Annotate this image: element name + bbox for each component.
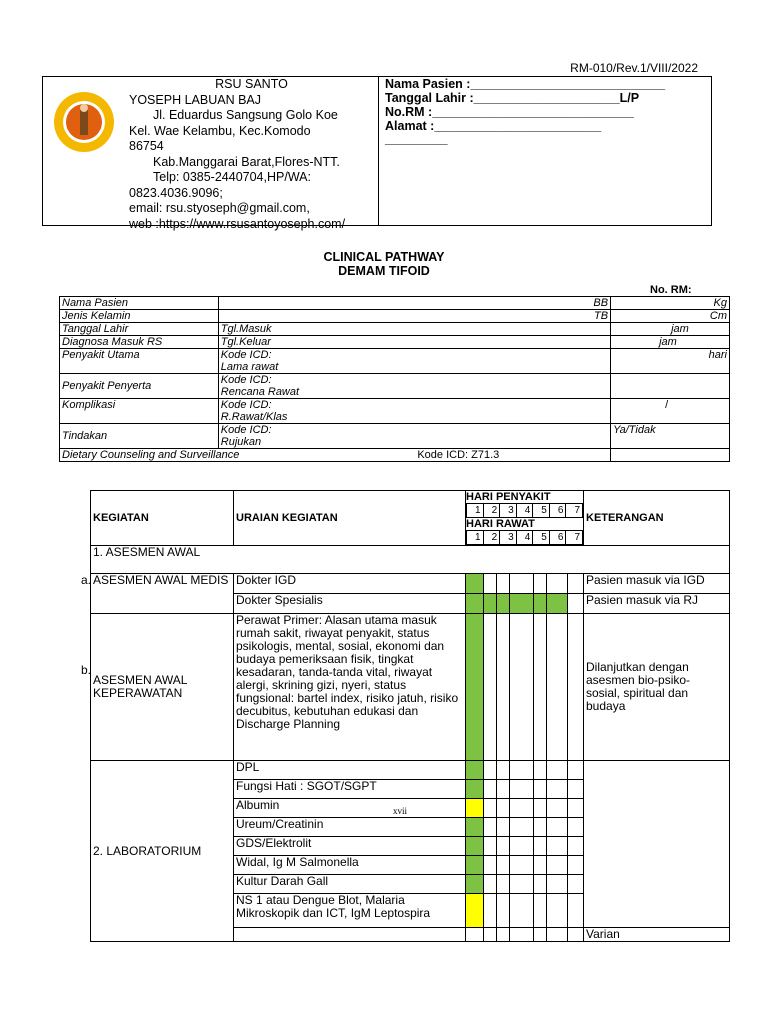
dob-field[interactable]: Tanggal Lahir :_____________________L/P	[385, 91, 640, 105]
keterangan-cell: Pasien masuk via RJ	[584, 594, 730, 614]
day-cell[interactable]	[497, 761, 510, 780]
day-cell[interactable]	[484, 856, 497, 875]
patient-name-field[interactable]: Nama Pasien :____________________________	[385, 77, 666, 91]
table-row	[60, 349, 730, 374]
uraian-cell: Perawat Primer: Alasan utama masuk rumah sakit, riwayat penyakit, status psikologis, mental, sosial, ekonomi dan budaya pemeriksaan fisik, tingkat kesadaran, tanda-tanda vital, riwayat alergi, skrining gizi, nyeri, status fungsional: bartel index, risiko jatuh, risiko decubitus, kebutuhan edukasi dan Discharge Planning	[234, 614, 466, 761]
page-subtitle: DEMAM TIFOID	[338, 264, 430, 278]
info-cell[interactable]	[611, 297, 730, 310]
icd-label: Kode ICD:	[220, 399, 272, 411]
header-box	[42, 76, 712, 231]
item-letter: b.	[81, 663, 92, 677]
day-cell[interactable]	[466, 818, 484, 837]
document-number: RM-010/Rev.1/VIII/2022	[570, 61, 698, 75]
day-cell[interactable]	[497, 875, 510, 894]
day-cell[interactable]	[497, 780, 510, 799]
day-cell[interactable]	[510, 928, 534, 942]
lab-item: Ureum/Creatinin	[234, 818, 466, 837]
day-cell[interactable]	[568, 799, 584, 818]
day-cell[interactable]	[497, 594, 510, 614]
info-cell[interactable]	[611, 399, 730, 424]
info-unit: Cm	[709, 310, 727, 322]
icd-label: Kode ICD: Z71.3	[417, 449, 500, 461]
day-number: 7	[566, 504, 583, 518]
page-title: CLINICAL PATHWAY	[323, 250, 445, 264]
day-cell[interactable]	[547, 761, 568, 780]
header-kegiatan: KEGIATAN	[91, 491, 234, 546]
lab-item: NS 1 atau Dengue Blot, Malaria Mikroskopik dan ICT, IgM Leptospira	[234, 894, 466, 928]
item-letter: a.	[81, 573, 92, 587]
day-cell[interactable]	[484, 875, 497, 894]
info-value: TB	[594, 310, 609, 322]
asesmen-keperawatan-cell	[81, 614, 234, 761]
info-label: Nama Pasien	[60, 297, 219, 310]
info-value: Ya/Tidak	[613, 424, 656, 436]
day-cell[interactable]	[466, 894, 484, 928]
day-cell[interactable]	[534, 856, 547, 875]
day-number: 3	[500, 504, 517, 518]
day-cell[interactable]	[534, 837, 547, 856]
table-row	[60, 424, 730, 449]
lab-item: GDS/Elektrolit	[234, 837, 466, 856]
table-row	[60, 310, 730, 323]
day-cell[interactable]	[547, 818, 568, 837]
info-cell[interactable]	[611, 336, 730, 349]
day-number: 7	[566, 531, 583, 545]
day-cell[interactable]	[547, 856, 568, 875]
section-asesmen-awal: 1. ASESMEN AWAL	[91, 546, 730, 574]
info-label: Tindakan	[60, 424, 219, 449]
table-row	[91, 574, 730, 594]
day-cell[interactable]	[466, 799, 484, 818]
icd-label: Kode ICD:	[220, 424, 272, 436]
day-number: 4	[516, 504, 533, 518]
day-cell[interactable]	[534, 614, 547, 761]
day-cell[interactable]	[510, 894, 534, 928]
day-cell[interactable]	[568, 856, 584, 875]
web-line[interactable]: web :https://www.rsusantoyoseph.com/	[129, 216, 346, 231]
patient-info-table	[59, 296, 730, 462]
day-number: 5	[533, 504, 550, 518]
day-number: 2	[483, 504, 500, 518]
info-unit: jam	[671, 323, 689, 335]
address-line: Kab.Manggarai Barat,Flores-NTT.	[153, 154, 340, 169]
rm-field[interactable]: No.RM :_____________________________	[385, 105, 634, 119]
table-row	[60, 297, 730, 310]
day-cell[interactable]	[466, 928, 484, 942]
info-value: BB	[593, 297, 609, 309]
day-cell[interactable]	[534, 799, 547, 818]
day-cell[interactable]	[484, 894, 497, 928]
day-number: 6	[549, 504, 566, 518]
header-keterangan: KETERANGAN	[584, 491, 730, 546]
day-number-row	[466, 503, 583, 518]
day-cell[interactable]	[510, 574, 534, 594]
table-row	[60, 399, 730, 424]
info-unit: jam	[659, 336, 677, 348]
info-label: Penyakit Penyerta	[60, 374, 219, 399]
uraian-cell: Dokter IGD	[234, 574, 466, 594]
info-cell[interactable]	[611, 449, 730, 462]
day-cell[interactable]	[466, 594, 484, 614]
day-cell[interactable]	[484, 928, 497, 942]
diet-label: Dietary Counseling and Surveillance	[62, 449, 240, 461]
patient-fields	[379, 77, 711, 225]
lab-item: Kultur Darah Gall	[234, 875, 466, 894]
section-laboratorium: 2. LABORATORIUM	[91, 761, 234, 942]
header-hari-penyakit: HARI PENYAKIT	[466, 491, 551, 503]
day-cell[interactable]	[547, 574, 568, 594]
day-cell[interactable]	[484, 574, 497, 594]
varian-cell: Varian	[584, 928, 730, 942]
lab-item: Albumin	[234, 799, 466, 818]
day-cell[interactable]	[466, 856, 484, 875]
day-cell[interactable]	[547, 894, 568, 928]
day-cell[interactable]	[497, 818, 510, 837]
day-cell[interactable]	[484, 780, 497, 799]
day-cell[interactable]	[568, 894, 584, 928]
address-field[interactable]: Alamat :________________________	[385, 119, 602, 133]
no-rm-label: No. RM:	[650, 284, 692, 296]
day-cell[interactable]	[510, 761, 534, 780]
info-cell[interactable]	[218, 310, 610, 323]
info-cell[interactable]	[611, 374, 730, 399]
day-cell[interactable]	[568, 780, 584, 799]
email-line[interactable]: email: rsu.styoseph@gmail.com,	[129, 201, 310, 215]
day-cell[interactable]	[466, 614, 484, 761]
day-cell[interactable]	[510, 614, 534, 761]
info-label: Rujukan	[220, 436, 262, 448]
day-cell[interactable]	[510, 799, 534, 818]
info-cell[interactable]	[218, 349, 610, 374]
table-header-row	[91, 491, 730, 546]
day-cell[interactable]	[534, 780, 547, 799]
table-row	[91, 614, 730, 761]
day-cell[interactable]	[484, 818, 497, 837]
day-cell[interactable]	[497, 574, 510, 594]
hospital-name-line2: YOSEPH LABUAN BAJ	[129, 92, 261, 107]
info-label: Tanggal Lahir	[60, 323, 219, 336]
info-label: Lama rawat	[220, 361, 279, 373]
page-mark: xvii	[393, 806, 408, 816]
address-field-continued[interactable]: _________	[385, 132, 448, 146]
day-cell[interactable]	[484, 837, 497, 856]
lab-item: DPL	[234, 761, 466, 780]
info-cell[interactable]	[218, 374, 610, 399]
table-row	[60, 336, 730, 349]
day-cell[interactable]	[568, 928, 584, 942]
day-cell[interactable]	[466, 574, 484, 594]
pathway-table	[81, 490, 730, 942]
day-cell[interactable]	[484, 799, 497, 818]
day-cell[interactable]	[534, 875, 547, 894]
header-days	[466, 491, 584, 546]
day-cell[interactable]	[534, 928, 547, 942]
day-cell[interactable]	[510, 780, 534, 799]
day-cell[interactable]	[497, 837, 510, 856]
day-cell[interactable]	[547, 799, 568, 818]
day-cell[interactable]	[534, 574, 547, 594]
postal-code: 86754	[129, 139, 164, 153]
info-label: R.Rawat/Klas	[220, 411, 288, 423]
info-label: Diagnosa Masuk RS	[60, 336, 219, 349]
asesmen-medis-label: ASESMEN AWAL MEDIS	[93, 573, 229, 587]
day-cell[interactable]	[497, 614, 510, 761]
day-cell[interactable]	[547, 928, 568, 942]
day-cell[interactable]	[510, 856, 534, 875]
day-number: 3	[500, 531, 517, 545]
day-cell[interactable]	[484, 614, 497, 761]
day-number: 4	[516, 531, 533, 545]
info-cell[interactable]	[218, 399, 610, 424]
icd-label: Kode ICD:	[220, 374, 272, 386]
info-cell[interactable]	[611, 323, 730, 336]
day-cell[interactable]	[568, 614, 584, 761]
info-cell[interactable]	[611, 424, 730, 449]
day-cell[interactable]	[510, 837, 534, 856]
table-row	[91, 761, 730, 780]
day-cell[interactable]	[510, 818, 534, 837]
day-number: 1	[467, 504, 484, 518]
day-number: 1	[467, 531, 484, 545]
hospital-name-line1: RSU SANTO	[215, 77, 288, 91]
day-cell[interactable]	[466, 837, 484, 856]
day-number: 2	[483, 531, 500, 545]
phone-line: Telp: 0385-2440704,HP/WA:	[153, 170, 311, 184]
info-cell[interactable]	[611, 310, 730, 323]
day-cell[interactable]	[497, 856, 510, 875]
day-cell[interactable]	[568, 875, 584, 894]
info-label: Jenis Kelamin	[60, 310, 219, 323]
day-number: 5	[533, 531, 550, 545]
keterangan-cell	[584, 761, 730, 928]
day-cell[interactable]	[547, 614, 568, 761]
table-row	[60, 323, 730, 336]
day-cell[interactable]	[466, 761, 484, 780]
table-row	[60, 374, 730, 399]
keterangan-cell: Dilanjutkan dengan asesmen bio-psiko- sosial, spiritual dan budaya	[584, 614, 730, 761]
header-hari-rawat: HARI RAWAT	[466, 518, 535, 530]
day-cell[interactable]	[568, 818, 584, 837]
day-cell[interactable]	[497, 894, 510, 928]
day-cell[interactable]	[568, 837, 584, 856]
address-line: Kel. Wae Kelambu, Kec.Komodo	[129, 123, 311, 138]
info-unit: hari	[708, 349, 727, 361]
lab-item: Fungsi Hati : SGOT/SGPT	[234, 780, 466, 799]
day-cell[interactable]	[547, 594, 568, 614]
info-cell[interactable]: Tgl.Keluar	[218, 336, 610, 349]
asesmen-medis-cell	[81, 573, 234, 614]
day-cell[interactable]	[510, 594, 534, 614]
header-uraian: URAIAN KEGIATAN	[234, 491, 466, 546]
info-label: Penyakit Utama	[60, 349, 219, 374]
day-cell[interactable]	[547, 875, 568, 894]
day-number: 6	[549, 531, 566, 545]
keterangan-cell: Pasien masuk via IGD	[584, 574, 730, 594]
table-row	[60, 449, 730, 462]
day-cell[interactable]	[547, 837, 568, 856]
uraian-cell: Dokter Spesialis	[234, 594, 466, 614]
day-cell[interactable]	[497, 799, 510, 818]
info-unit: /	[665, 399, 669, 411]
day-cell[interactable]	[568, 761, 584, 780]
day-cell[interactable]	[484, 761, 497, 780]
address-line: Jl. Eduardus Sangsung Golo Koe	[153, 108, 338, 122]
hospital-info	[43, 77, 379, 231]
day-cell[interactable]	[466, 875, 484, 894]
day-cell[interactable]	[534, 761, 547, 780]
lab-item: Widal, Ig M Salmonella	[234, 856, 466, 875]
day-cell[interactable]	[484, 594, 497, 614]
hospital-address	[129, 77, 374, 232]
info-cell[interactable]	[218, 297, 610, 310]
day-cell[interactable]	[568, 574, 584, 594]
info-cell[interactable]	[611, 349, 730, 374]
phone-number: 0823.4036.9096;	[129, 185, 223, 200]
lab-item	[234, 928, 466, 942]
day-number-row	[466, 530, 583, 545]
day-cell[interactable]	[534, 818, 547, 837]
info-label	[60, 449, 611, 462]
info-cell[interactable]: Tgl.Masuk	[218, 323, 610, 336]
info-label: Rencana Rawat	[220, 386, 300, 398]
info-cell[interactable]	[218, 424, 610, 449]
icd-label: Kode ICD:	[220, 349, 272, 361]
day-cell[interactable]	[534, 894, 547, 928]
day-cell[interactable]	[466, 780, 484, 799]
info-unit: Kg	[713, 297, 727, 309]
day-cell[interactable]	[497, 928, 510, 942]
info-label: Komplikasi	[60, 399, 219, 424]
day-cell[interactable]	[547, 780, 568, 799]
asesmen-keperawatan-label: ASESMEN AWAL KEPERAWATAN	[93, 673, 188, 700]
section-row	[91, 546, 730, 574]
hospital-logo-icon	[53, 91, 115, 153]
day-cell[interactable]	[534, 594, 547, 614]
day-cell[interactable]	[510, 875, 534, 894]
day-cell[interactable]	[568, 594, 584, 614]
